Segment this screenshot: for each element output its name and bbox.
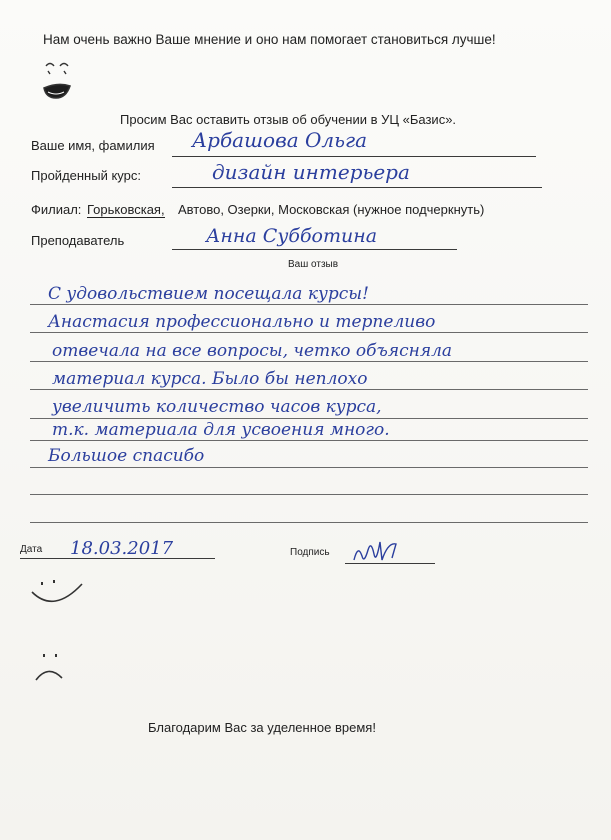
- review-text-line[interactable]: материал курса. Было бы неплохо: [52, 369, 368, 389]
- signature-label: Подпись: [290, 547, 330, 558]
- review-line: [30, 467, 588, 468]
- review-line: [30, 389, 588, 390]
- name-value[interactable]: Арбашова Ольга: [192, 128, 368, 152]
- course-line: [172, 187, 542, 188]
- review-text-line[interactable]: т.к. материала для усвоения много.: [52, 420, 390, 440]
- review-label: Ваш отзыв: [288, 259, 339, 270]
- review-line: [30, 418, 588, 419]
- smiley-top-icon: [40, 60, 76, 106]
- name-line: [172, 156, 536, 157]
- review-text-line[interactable]: увеличить количество часов курса,: [52, 397, 382, 417]
- review-line: [30, 361, 588, 362]
- teacher-label: Преподаватель: [31, 233, 125, 248]
- review-text-line[interactable]: С удовольствием посещала курсы!: [48, 284, 369, 304]
- branch-options: Автово, Озерки, Московская (нужное подчеркнуть): [178, 202, 485, 217]
- review-line: [30, 304, 588, 305]
- sad-smiley-icon: [30, 648, 74, 692]
- form-subtitle: Просим Вас оставить отзыв об обучении в УЦ «Базис».: [120, 112, 457, 127]
- name-label: Ваше имя, фамилия: [31, 138, 155, 153]
- date-label: Дата: [20, 544, 43, 555]
- review-text-line[interactable]: отвечала на все вопросы, четко объясняла: [52, 341, 453, 361]
- happy-smiley-icon: [28, 568, 84, 614]
- branch-option-selected[interactable]: Горьковская,: [87, 202, 165, 217]
- teacher-value[interactable]: Анна Субботина: [206, 225, 378, 247]
- teacher-line: [172, 249, 457, 250]
- footer-thanks: Благодарим Вас за уделенное время!: [148, 720, 376, 735]
- branch-label: Филиал:: [31, 202, 82, 217]
- course-value[interactable]: дизайн интерьера: [212, 160, 410, 184]
- review-line: [30, 522, 588, 523]
- form-header: Нам очень важно Ваше мнение и оно нам помогает становиться лучше!: [43, 32, 496, 47]
- date-value[interactable]: 18.03.2017: [70, 538, 174, 559]
- course-label: Пройденный курс:: [31, 168, 141, 183]
- review-line: [30, 494, 588, 495]
- review-text-line[interactable]: Анастасия профессионально и терпеливо: [48, 312, 436, 332]
- review-text-line[interactable]: Большое спасибо: [48, 446, 205, 466]
- signature-scribble[interactable]: [350, 540, 410, 570]
- review-line: [30, 440, 588, 441]
- review-line: [30, 332, 588, 333]
